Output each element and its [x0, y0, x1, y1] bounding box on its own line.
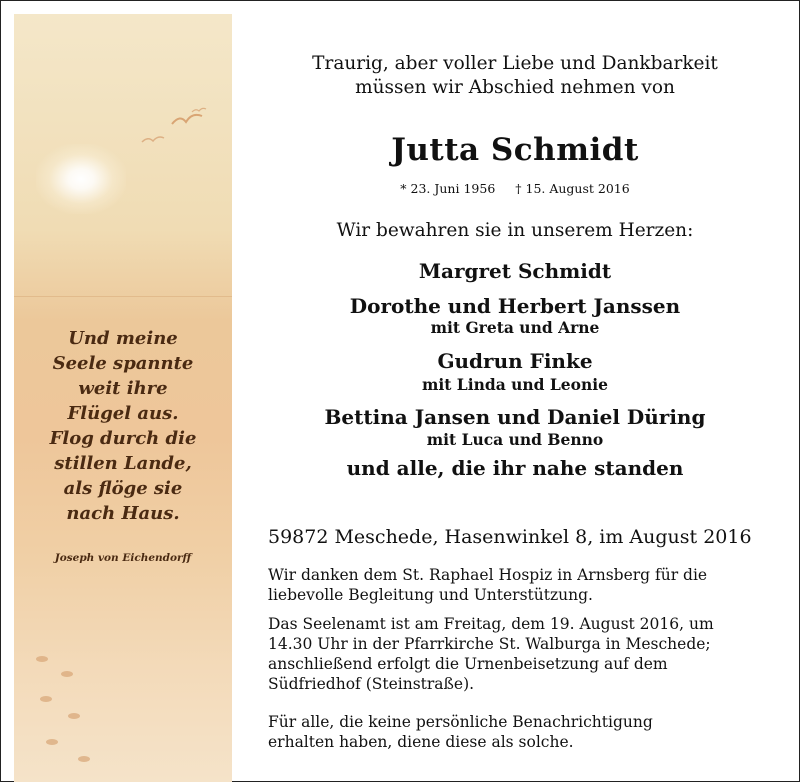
paragraph-line: Wir danken dem St. Raphael Hospiz in Arnsberg für die: [268, 566, 708, 584]
paragraph-line: anschließend erfolgt die Urnenbeisetzung auf dem: [268, 655, 668, 673]
poem-line: weit ihre: [78, 378, 168, 399]
poem-line: Flog durch die: [49, 428, 197, 449]
intro-line: müssen wir Abschied nehmen von: [355, 77, 675, 98]
family-member: Margret Schmidt: [418, 259, 612, 283]
deceased-name: Jutta Schmidt: [391, 132, 639, 168]
horizon-line: [14, 296, 232, 297]
family-children: mit Greta und Arne: [430, 318, 600, 337]
birds-illustration: [132, 104, 222, 154]
thanks-paragraph: [268, 565, 788, 605]
obituary-main: [232, 0, 798, 780]
intro-text: [232, 52, 798, 100]
poem-line: Flügel aus.: [67, 403, 179, 424]
mass-paragraph: [268, 614, 788, 694]
decorative-panel: [14, 14, 232, 782]
birth-date: * 23. Juni 1956: [400, 181, 496, 196]
notice-paragraph: [268, 712, 788, 752]
paragraph-line: erhalten haben, diene diese als solche.: [268, 733, 574, 751]
poem-line: Und meine: [68, 328, 178, 349]
life-dates: [232, 181, 798, 196]
poem-author: Joseph von Eichendorff: [54, 552, 192, 564]
intro-line: Traurig, aber voller Liebe und Dankbarkeit: [312, 53, 718, 74]
poem-line: stillen Lande,: [54, 453, 192, 474]
paragraph-line: 14.30 Uhr in der Pfarrkirche St. Walburga in Meschede;: [268, 635, 711, 653]
death-date: † 15. August 2016: [515, 181, 630, 196]
poem-line: nach Haus.: [66, 503, 180, 524]
family-children: mit Linda und Leonie: [421, 375, 609, 394]
family-member: Dorothe und Herbert Janssen: [349, 294, 681, 318]
poem-line: Seele spannte: [52, 353, 194, 374]
family-children: mit Luca und Benno: [426, 430, 604, 449]
paragraph-line: Das Seelenamt ist am Freitag, dem 19. August 2016, um: [268, 615, 714, 633]
paragraph-line: Für alle, die keine persönliche Benachrichtigung: [268, 713, 653, 731]
place-date: 59872 Meschede, Hasenwinkel 8, im August 2016: [268, 526, 752, 548]
footprints-illustration: [22, 644, 142, 782]
sun-glow: [36, 144, 126, 214]
poem: [14, 326, 232, 526]
paragraph-line: Südfriedhof (Steinstraße).: [268, 675, 475, 693]
keep-line: Wir bewahren sie in unserem Herzen:: [336, 220, 694, 241]
family-member: Bettina Jansen und Daniel Düring: [324, 405, 706, 429]
family-closing: und alle, die ihr nahe standen: [346, 456, 684, 480]
family-member: Gudrun Finke: [437, 349, 593, 373]
poem-line: als flöge sie: [63, 478, 183, 499]
paragraph-line: liebevolle Begleitung und Unterstützung.: [268, 586, 593, 604]
